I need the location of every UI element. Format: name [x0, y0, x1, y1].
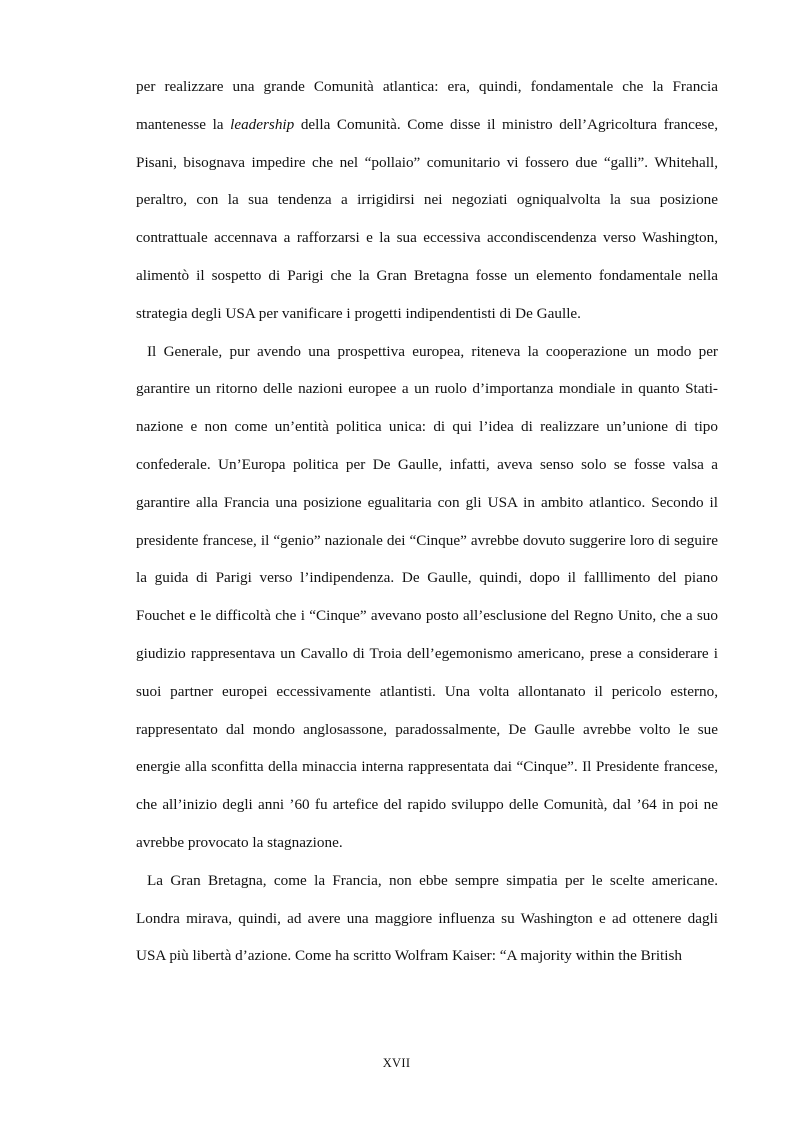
paragraph-1 — [136, 68, 718, 333]
paragraph-2: Il Generale, pur avendo una prospettiva europea, riteneva la cooperazione un modo per garantire un ritorno delle nazioni europee a un ruolo d’importanza mondiale in quanto Stati-nazione e non come un’entità politica unica: di qui l’idea di realizzare un’unione di tipo confederale. Un’Europa politica per De Gaulle, infatti, aveva senso solo se fosse valsa a garantire alla Francia una posizione egualitaria con gli USA in ambito atlantico. Secondo il presidente francese, il “genio” nazionale dei “Cinque” avrebbe dovuto suggerire loro di seguire la guida di Parigi verso l’indipendenza. De Gaulle, quindi, dopo il falllimento del piano Fouchet e le difficoltà che i “Cinque” avevano posto all’esclusione del Regno Unito, che a suo giudizio rappresentava un Cavallo di Troia dell’egemonismo americano, prese a considerare i suoi partner europei eccessivamente atlantisti. Una volta allontanato il pericolo esterno, rappresentato dal mondo anglosassone, paradossalmente, De Gaulle avrebbe volto le sue energie alla sconfitta della minaccia interna rappresentata dai “Cinque”. Il Presidente francese, che all’inizio degli anni ’60 fu artefice del rapido sviluppo delle Comunità, dal ’64 in poi ne avrebbe provocato la stagnazione. — [136, 342, 718, 851]
paragraph-3: La Gran Bretagna, come la Francia, non ebbe sempre simpatia per le scelte americane. Londra mirava, quindi, ad avere una maggiore influenza su Washington e ad ottenere dagli USA più libertà d’azione. Come ha scritto Wolfram Kaiser: “A majority within the British — [136, 871, 718, 965]
paragraph-1-emphasis: leadership — [230, 115, 295, 133]
paragraph-1-text-b: della Comunità. Come disse il ministro dell’Agricoltura francese, Pisani, bisognava impedire che nel “pollaio” comunitario vi fossero due “galli”. Whitehall, peraltro, con la sua tendenza a irrigidirsi nei negoziati ogniqualvolta la sua posizione contrattuale accennava a rafforzarsi e la sua eccessiva accondiscendenza verso Washington, alimentò il sospetto di Parigi che la Gran Bretagna fosse un elemento fondamentale nella strategia degli USA per vanificare i progetti indipendentisti di De Gaulle. — [136, 115, 719, 322]
paragraph-1-text-a: per realizzare una grande Comunità atlantica: era, quindi, fondamentale che la Francia mantenesse la — [136, 78, 718, 133]
page-body — [136, 68, 718, 975]
page-number: XVII — [382, 1056, 411, 1070]
